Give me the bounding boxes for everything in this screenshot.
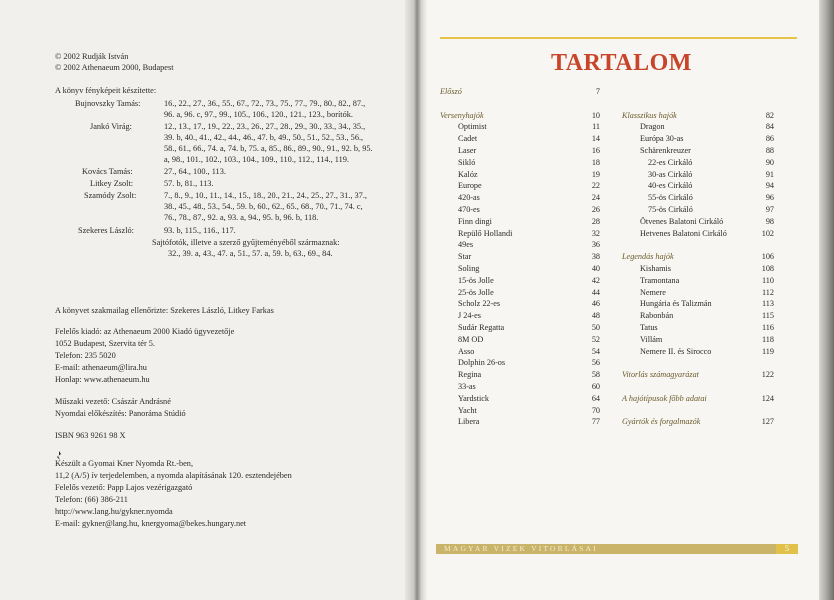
press-photos-intro: Sajtófotók, illetve a szerző gyűjteményéből származnak: bbox=[152, 238, 340, 247]
toc-entry-label: Versenyhajók bbox=[440, 110, 484, 120]
toc-entry-page: 54 bbox=[591, 346, 600, 356]
photographer-name: Szekeres László: bbox=[78, 226, 134, 235]
toc-entry-page: 112 bbox=[762, 287, 774, 297]
toc-entry bbox=[440, 192, 600, 204]
photo-list-line: 58., 61., 66., 74. a, 74. b, 75. a, 85., 86., 89., 90., 91., 92. b, 95. bbox=[164, 144, 373, 153]
toc-spacer bbox=[622, 86, 774, 98]
toc-entry-label: Star bbox=[458, 252, 472, 262]
toc-entry-page: 22 bbox=[591, 181, 600, 191]
toc-entry-page: 16 bbox=[591, 145, 600, 155]
toc-entry bbox=[622, 334, 774, 346]
photo-list-line: 7., 8., 9., 10., 11., 14., 15., 18., 20., 21., 24., 25., 27., 31., 37., bbox=[164, 191, 367, 200]
toc-entry-label: Klasszikus hajók bbox=[622, 110, 677, 120]
publisher-line: Felelős kiadó: az Athenaeum 2000 Kiadó ügyvezetője bbox=[55, 327, 235, 336]
toc-entry-page: 96 bbox=[765, 193, 774, 203]
toc-entry bbox=[440, 251, 600, 263]
toc-entry-page: 77 bbox=[591, 417, 600, 427]
toc-spacer bbox=[622, 357, 774, 369]
toc-entry-label: Europe bbox=[458, 181, 482, 191]
toc-entry-page: 40 bbox=[591, 263, 600, 273]
toc-spacer bbox=[622, 381, 774, 393]
toc-entry-label: Előszó bbox=[440, 87, 462, 96]
toc-entry bbox=[440, 145, 600, 157]
toc-entry-page: 7 bbox=[595, 87, 600, 96]
toc-column-right bbox=[622, 86, 774, 428]
toc-entry-page: 18 bbox=[591, 157, 600, 167]
toc-entry bbox=[440, 239, 600, 251]
toc-entry bbox=[440, 346, 600, 358]
reviewed-by: A könyvet szakmailag ellenőrizte: Szekeres László, Litkey Farkas bbox=[55, 306, 274, 315]
toc-entry bbox=[440, 121, 600, 133]
toc-entry bbox=[622, 287, 774, 299]
toc-column-left bbox=[440, 86, 600, 428]
toc-entry-label: Hetvenes Balatoni Cirkáló bbox=[640, 228, 727, 238]
toc-spacer bbox=[622, 405, 774, 417]
toc-entry bbox=[440, 157, 600, 169]
toc-entry-label: 49es bbox=[458, 240, 474, 250]
toc-entry bbox=[440, 393, 600, 405]
toc-entry-label: 470-es bbox=[458, 204, 480, 214]
toc-entry-page: 19 bbox=[591, 169, 600, 179]
toc-entry-page: 113 bbox=[762, 299, 774, 309]
toc-entry-page: 122 bbox=[761, 370, 774, 380]
photo-list-line: 96. a, 96. c, 97., 99., 105., 106., 120., 121., 123., borítók. bbox=[164, 110, 353, 119]
toc-entry-page: 86 bbox=[765, 134, 774, 144]
photo-list-line: 93. b, 115., 116., 117. bbox=[164, 226, 236, 235]
toc-entry-label: Laser bbox=[458, 145, 477, 155]
toc-entry-page: 82 bbox=[765, 110, 774, 120]
toc-entry bbox=[622, 216, 774, 228]
photo-list-line: 12., 13., 17., 19., 22., 23., 26., 27., 28., 29., 30., 33., 34., 35., bbox=[164, 122, 366, 131]
photo-list-line: 38., 45., 48., 53., 54., 59. b, 60., 62., 65., 68., 70., 71., 74. c, bbox=[164, 202, 363, 211]
toc-entry bbox=[440, 357, 600, 369]
toc-entry-page: 116 bbox=[762, 322, 774, 332]
toc-entry-page: 108 bbox=[761, 263, 774, 273]
photographer-name: Kovács Tamás: bbox=[82, 167, 133, 176]
toc-entry-label: Kishamis bbox=[640, 263, 671, 273]
photographer-name: Bujnovszky Tamás: bbox=[75, 99, 141, 108]
toc-entry-page: 110 bbox=[762, 275, 774, 285]
toc-entry-page: 32 bbox=[591, 228, 600, 238]
toc-entry-label: Yacht bbox=[458, 405, 477, 415]
toc-entry bbox=[440, 86, 600, 98]
toc-entry-page: 52 bbox=[591, 334, 600, 344]
publisher-line: 1052 Budapest, Szervita tér 5. bbox=[55, 339, 156, 348]
toc-entry-label: 33-as bbox=[458, 381, 476, 391]
photo-list-line: a, 98., 101., 102., 103., 104., 109., 110., 112., 114., 119. bbox=[164, 155, 349, 164]
toc-entry-label: Yardstick bbox=[458, 393, 490, 403]
toc-entry-page: 115 bbox=[762, 311, 774, 321]
press-photos-list: 32., 39. a, 43., 47. a, 51., 57. a, 59. b, 63., 69., 84. bbox=[168, 249, 333, 258]
toc-entry bbox=[622, 157, 774, 169]
toc-entry-label: Dragon bbox=[640, 122, 665, 132]
toc-entry-page: 98 bbox=[765, 216, 774, 226]
toc-entry-label: Nemere bbox=[640, 287, 666, 297]
toc-entry-page: 28 bbox=[591, 216, 600, 226]
toc-entry-label: Sudár Regatta bbox=[458, 322, 505, 332]
toc-entry bbox=[622, 204, 774, 216]
toc-entry-page: 11 bbox=[592, 122, 600, 132]
toc-entry bbox=[622, 369, 774, 381]
toc-entry-page: 88 bbox=[765, 145, 774, 155]
toc-entry-page: 60 bbox=[591, 381, 600, 391]
toc-entry bbox=[440, 416, 600, 428]
photo-list-line: 76., 78., 87., 92. a, 93. a, 94., 95. b, 96. b, 118. bbox=[164, 213, 319, 222]
photo-list-line: 16., 22., 27., 36., 55., 67., 72., 73., 75., 77., 79., 80., 82., 87., bbox=[164, 99, 366, 108]
toc-entry bbox=[622, 133, 774, 145]
toc-entry bbox=[622, 180, 774, 192]
toc-entry-page: 91 bbox=[765, 169, 774, 179]
toc-entry-page: 36 bbox=[591, 240, 600, 250]
toc-entry-label: 40-es Cirkáló bbox=[648, 181, 693, 191]
toc-entry-label: 55-ös Cirkáló bbox=[648, 193, 693, 203]
toc-entry bbox=[440, 216, 600, 228]
printer-line: Felelős vezető: Papp Lajos vezérigazgató bbox=[55, 483, 193, 492]
toc-entry-page: 26 bbox=[591, 204, 600, 214]
toc-entry-label: Tramontana bbox=[640, 275, 680, 285]
printer-line: E-mail: gykner@lang.hu, knergyoma@bekes.hungary.net bbox=[55, 519, 247, 528]
printer-line: Készült a Gyomai Kner Nyomda Rt.-ben, bbox=[55, 459, 194, 468]
toc-entry bbox=[440, 369, 600, 381]
toc-entry-page: 46 bbox=[591, 299, 600, 309]
toc-entry bbox=[440, 228, 600, 240]
toc-entry bbox=[440, 381, 600, 393]
toc-entry-page: 119 bbox=[762, 346, 774, 356]
toc-entry-label: Regina bbox=[458, 370, 482, 380]
toc-entry-label: Ötvenes Balatoni Cirkáló bbox=[640, 216, 724, 226]
toc-entry-label: Dolphin 26-os bbox=[458, 358, 506, 368]
toc-entry bbox=[622, 416, 774, 428]
toc-entry-label: 15-ös Jolle bbox=[458, 275, 494, 285]
photographer-name: Jankó Virág: bbox=[90, 122, 132, 131]
printer-line: Telefon: (66) 386-211 bbox=[55, 495, 128, 504]
technical-line: Nyomdai előkészítés: Panoráma Stúdió bbox=[55, 409, 186, 418]
toc-entry-label: Vitorlás számagyarázat bbox=[622, 370, 699, 380]
photographer-name: Litkey Zsolt: bbox=[90, 179, 134, 188]
footer-band bbox=[436, 544, 796, 554]
toc-entry-label: Rabonbán bbox=[640, 311, 674, 321]
toc-entry-page: 38 bbox=[591, 252, 600, 262]
header-rule bbox=[440, 37, 797, 39]
page-edge bbox=[819, 0, 834, 600]
toc-entry-page: 127 bbox=[761, 417, 774, 427]
page-title: TARTALOM bbox=[551, 50, 692, 76]
toc-entry-label: Hungária és Talizmán bbox=[640, 299, 712, 309]
toc-entry-page: 10 bbox=[591, 110, 600, 120]
toc-entry bbox=[440, 263, 600, 275]
toc-entry-label: A hajótípusok főbb adatai bbox=[622, 393, 707, 403]
toc-entry-page: 90 bbox=[765, 157, 774, 167]
toc-entry-page: 94 bbox=[765, 181, 774, 191]
copyright-line-1: © 2002 Rudják István bbox=[55, 52, 129, 61]
technical-line: Műszaki vezető: Császár Andrásné bbox=[55, 397, 171, 406]
toc-entry-page: 14 bbox=[591, 134, 600, 144]
toc-entry-page: 84 bbox=[765, 122, 774, 132]
toc-entry-label: Legendás hajók bbox=[622, 252, 674, 262]
toc-entry bbox=[622, 393, 774, 405]
toc-entry-page: 44 bbox=[591, 287, 600, 297]
toc-entry-label: Optimist bbox=[458, 122, 487, 132]
toc-entry-label: Schärenkreuzer bbox=[640, 145, 691, 155]
photos-intro: A könyv fényképeit készítette: bbox=[55, 86, 157, 95]
toc-entry-label: Soling bbox=[458, 263, 480, 273]
toc-entry bbox=[440, 204, 600, 216]
toc-entry-label: J 24-es bbox=[458, 311, 481, 321]
toc-entry bbox=[440, 405, 600, 417]
toc-entry bbox=[440, 287, 600, 299]
toc-entry-label: Kalóz bbox=[458, 169, 478, 179]
toc-entry-page: 97 bbox=[765, 204, 774, 214]
toc-entry-label: Nemere II. és Sirocco bbox=[640, 346, 712, 356]
toc-spacer bbox=[622, 239, 774, 251]
toc-entry bbox=[622, 192, 774, 204]
printer-line: http://www.lang.hu/gykner.nyomda bbox=[55, 507, 173, 516]
toc-entry bbox=[622, 145, 774, 157]
toc-entry-page: 102 bbox=[761, 228, 774, 238]
toc-entry-page: 50 bbox=[591, 322, 600, 332]
toc-entry bbox=[622, 169, 774, 181]
book-gutter bbox=[405, 0, 427, 600]
toc-entry-label: Finn dingi bbox=[458, 216, 492, 226]
toc-entry-page: 56 bbox=[591, 358, 600, 368]
toc-entry-label: 22-es Cirkáló bbox=[648, 157, 693, 167]
toc-entry-label: Cadet bbox=[458, 134, 478, 144]
toc-entry bbox=[622, 346, 774, 358]
toc-entry-page: 124 bbox=[761, 393, 774, 403]
toc-entry-label: Villám bbox=[640, 334, 663, 344]
toc-entry-label: 25-ös Jolle bbox=[458, 287, 494, 297]
toc-entry bbox=[440, 334, 600, 346]
toc-entry bbox=[622, 121, 774, 133]
toc-entry-label: Asso bbox=[458, 346, 475, 356]
publisher-line: Honlap: www.athenaeum.hu bbox=[55, 375, 150, 384]
photographer-name: Szamódy Zsolt: bbox=[84, 191, 137, 200]
toc-entry-page: 24 bbox=[591, 193, 600, 203]
printer-logo-icon bbox=[56, 447, 62, 456]
printer-line: 11,2 (A/5) ív terjedelemben, a nyomda alapításának 120. esztendejében bbox=[55, 471, 292, 480]
publisher-line: E-mail: athenaeum@lira.hu bbox=[55, 363, 147, 372]
toc-entry-page: 70 bbox=[591, 405, 600, 415]
toc-entry-label: 8M OD bbox=[458, 334, 484, 344]
toc-entry-label: Scholz 22-es bbox=[458, 299, 501, 309]
toc-entry bbox=[622, 298, 774, 310]
toc-entry-label: Tatus bbox=[640, 322, 658, 332]
toc-entry bbox=[622, 310, 774, 322]
toc-entry bbox=[440, 110, 600, 122]
toc-entry bbox=[622, 275, 774, 287]
copyright-line-2: © 2002 Athenaeum 2000, Budapest bbox=[55, 63, 174, 72]
toc-entry bbox=[440, 133, 600, 145]
toc-entry bbox=[622, 263, 774, 275]
toc-entry bbox=[440, 180, 600, 192]
isbn: ISBN 963 9261 98 X bbox=[55, 431, 126, 440]
toc-entry-label: Európa 30-as bbox=[640, 134, 684, 144]
toc-entry-label: 420-as bbox=[458, 193, 480, 203]
toc-entry-label: Repülő Hollandi bbox=[458, 228, 513, 238]
toc-entry bbox=[622, 110, 774, 122]
toc-entry-page: 118 bbox=[762, 334, 774, 344]
toc-entry-label: 30-as Cirkáló bbox=[648, 169, 693, 179]
toc-entry-page: 64 bbox=[591, 393, 600, 403]
toc-entry bbox=[440, 169, 600, 181]
toc-entry-label: Libera bbox=[458, 417, 480, 427]
toc-entry-label: 75-ös Cirkáló bbox=[648, 204, 693, 214]
toc-entry-page: 42 bbox=[591, 275, 600, 285]
toc-spacer bbox=[622, 98, 774, 110]
publisher-line: Telefon: 235 5020 bbox=[55, 351, 116, 360]
toc-entry bbox=[440, 275, 600, 287]
toc-entry-label: Sikló bbox=[458, 157, 476, 167]
toc-entry bbox=[622, 228, 774, 240]
photo-list-line: 57. b, 81., 113. bbox=[164, 179, 214, 188]
toc-entry bbox=[622, 322, 774, 334]
toc-entry-page: 106 bbox=[761, 252, 774, 262]
toc-spacer bbox=[440, 98, 600, 110]
toc-entry bbox=[440, 298, 600, 310]
footer-band-text: MAGYAR VIZEK VITORLÁSAI bbox=[444, 544, 598, 553]
toc-entry bbox=[440, 310, 600, 322]
photo-list-line: 27., 64., 100., 113. bbox=[164, 167, 226, 176]
toc-entry bbox=[622, 251, 774, 263]
toc-entry bbox=[440, 322, 600, 334]
toc-entry-page: 58 bbox=[591, 370, 600, 380]
footer-page-number: 5 bbox=[776, 544, 798, 554]
toc-entry-page: 48 bbox=[591, 311, 600, 321]
photo-list-line: 39. b, 40., 41., 42., 44., 46., 47. b, 49., 50., 51., 52., 53., 56., bbox=[164, 133, 364, 142]
toc-entry-label: Gyártók és forgalmazók bbox=[622, 417, 701, 427]
